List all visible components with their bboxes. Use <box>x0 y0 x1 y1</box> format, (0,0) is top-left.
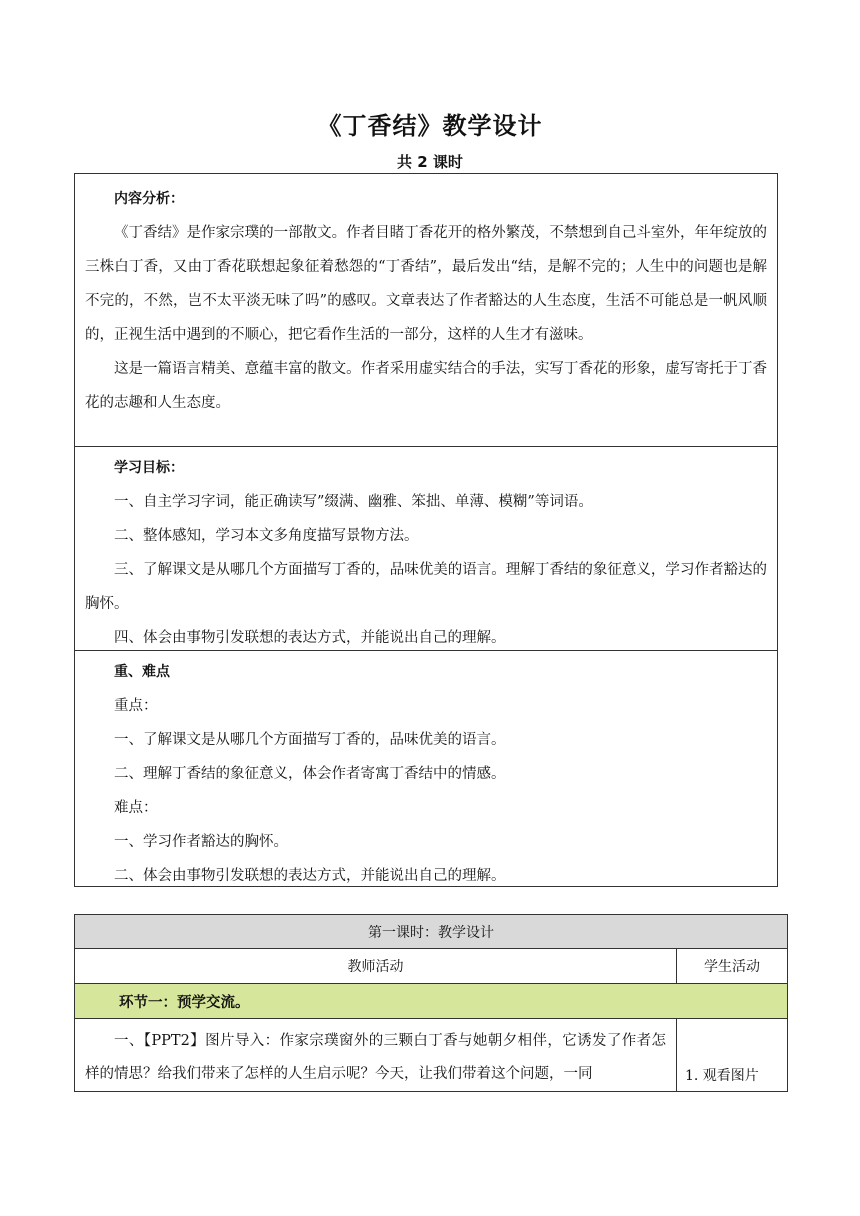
teacher-activity-column-header: 教师活动 <box>75 949 677 984</box>
lesson-plan-table <box>74 914 788 1092</box>
learning-goal-item: 二、整体感知，学习本文多角度描写景物方法。 <box>114 528 419 544</box>
key-points-heading: 重、难点 <box>114 664 170 680</box>
key-points-section <box>74 650 778 887</box>
content-analysis-paragraph: 《丁香结》是作家宗璞的一部散文。作者目睹丁香花开的格外繁茂，不禁想到自己斗室外，年年绽放的三株白丁香，又由丁香花联想起象征着愁怨的“丁香结”，最后发出“结，是解不完的；人生中的问题也是解不完的，不然，岂不太平淡无味了吗”的感叹。文章表达了作者豁达的人生态度，生活不可能总是一帆风顺的，正视生活中遇到的不顺心，把它看作生活的一部分，这样的人生才有滋味。 <box>85 225 767 343</box>
document-subtitle: 共 2 课时 <box>397 153 463 171</box>
learning-goals-section <box>74 446 778 651</box>
student-activity-cell <box>677 1019 788 1092</box>
difficult-points-label: 难点： <box>114 800 158 816</box>
teacher-activity-text: 一、【PPT2】图片导入：作家宗璞窗外的三颗白丁香与她朝夕相伴，它诱发了作者怎样的情思？给我们带来了怎样的人生启示呢？今天，让我们带着这个问题，一同 <box>85 1033 666 1082</box>
teacher-activity-cell <box>75 1019 677 1092</box>
important-points-label: 重点： <box>114 698 158 714</box>
student-activity-column-header: 学生活动 <box>677 949 788 984</box>
difficult-point-item: 二、体会由事物引发联想的表达方式，并能说出自己的理解。 <box>114 868 506 884</box>
difficult-point-item: 一、学习作者豁达的胸怀。 <box>114 834 288 850</box>
content-analysis-heading: 内容分析： <box>114 191 184 207</box>
learning-goal-item: 三、了解课文是从哪几个方面描写丁香的，品味优美的语言。理解丁香结的象征意义，学习作者豁达的胸怀。 <box>85 562 767 612</box>
step-one-row <box>75 984 788 1019</box>
content-analysis-section <box>74 173 778 447</box>
important-point-item: 一、了解课文是从哪几个方面描写丁香的，品味优美的语言。 <box>114 732 506 748</box>
student-activity-text: 1. 观看图片 <box>685 1068 759 1084</box>
learning-goal-item: 四、体会由事物引发联想的表达方式，并能说出自己的理解。 <box>114 630 506 646</box>
learning-goal-item: 一、自主学习字词，能正确读写”缀满、幽雅、笨拙、单薄、模糊”等词语。 <box>114 494 593 510</box>
document-title: 《丁香结》教学设计 <box>317 112 543 140</box>
important-point-item: 二、理解丁香结的象征意义，体会作者寄寓丁香结中的情感。 <box>114 766 506 782</box>
step-one-label: 环节一：预学交流。 <box>119 994 250 1011</box>
content-analysis-paragraph: 这是一篇语言精美、意蕴丰富的散文。作者采用虚实结合的手法，实写丁香花的形象，虚写寄托于丁香花的志趣和人生态度。 <box>85 361 767 411</box>
lesson-table-header: 第一课时：教学设计 <box>75 915 788 949</box>
learning-goals-heading: 学习目标： <box>114 460 184 476</box>
